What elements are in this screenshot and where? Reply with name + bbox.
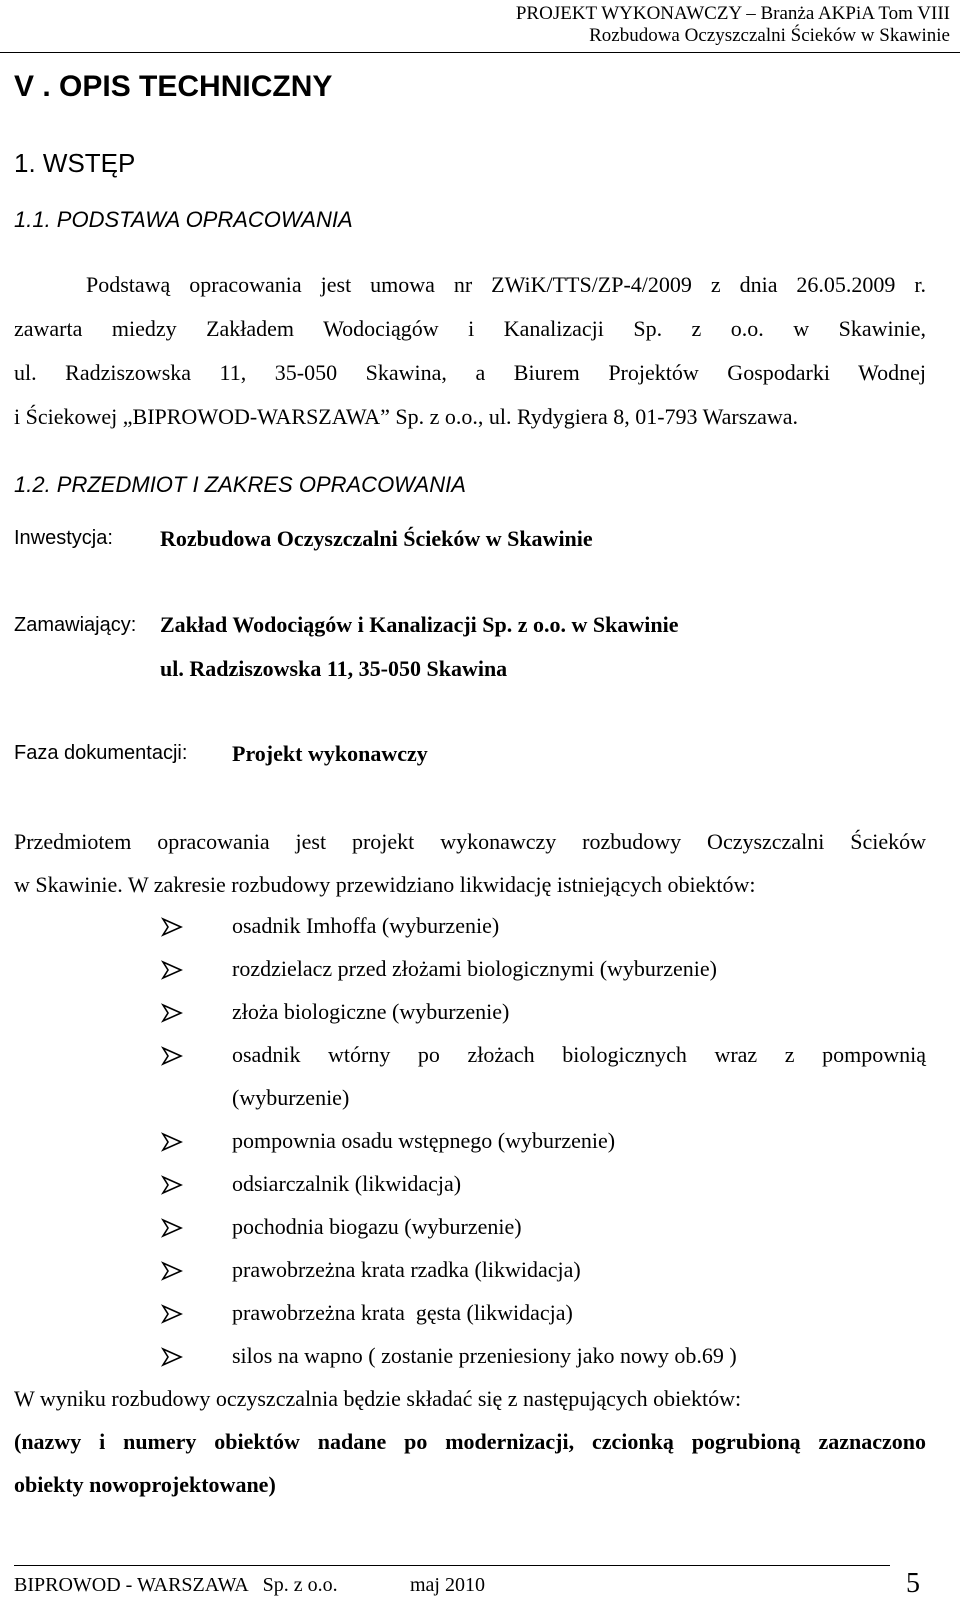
result-paragraph: W wyniku rozbudowy oczyszczalnia będzie składać się z następujących obiektów: [14, 1386, 742, 1411]
heading-introduction: 1. WSTĘP [14, 148, 136, 178]
list-item: pochodnia biogazu (wyburzenie) [232, 1214, 522, 1239]
bullet-arrow-icon [160, 1217, 184, 1239]
footer-divider [14, 1565, 890, 1566]
subject-line-1: Przedmiotem opracowania jest projekt wykonawczy rozbudowy Oczyszczalni Ścieków [14, 829, 926, 854]
list-item: złoża biologiczne (wyburzenie) [232, 999, 510, 1024]
bullet-arrow-icon [160, 1131, 184, 1153]
bullet-arrow-icon [160, 1260, 184, 1282]
phase-label: Faza dokumentacji: [14, 742, 188, 764]
investment-value: Rozbudowa Oczyszczalni Ścieków w Skawinie [160, 526, 593, 551]
list-item: pompownia osadu wstępnego (wyburzenie) [232, 1128, 616, 1153]
basis-line-2: zawarta miedzy Zakładem Wodociągów i Kanalizacji Sp. z o.o. w Skawinie, [14, 316, 926, 341]
header-title-line: Rozbudowa Oczyszczalni Ścieków w Skawinie [589, 25, 950, 46]
footer-company: BIPROWOD - WARSZAWA Sp. z o.o. [14, 1574, 338, 1596]
list-item: osadnik wtórny po złożach biologicznych wraz z pompownią [232, 1042, 926, 1067]
note-line-2: obiekty nowoprojektowane) [14, 1472, 276, 1497]
basis-line-4: i Ściekowej „BIPROWOD-WARSZAWA” Sp. z o.o., ul. Rydygiera 8, 01-793 Warszawa. [14, 404, 798, 429]
client-value-line-1: Zakład Wodociągów i Kanalizacji Sp. z o.o. w Skawinie [160, 612, 679, 637]
bullet-arrow-icon [160, 959, 184, 981]
phase-value: Projekt wykonawczy [232, 741, 428, 766]
subject-line-2: w Skawinie. W zakresie rozbudowy przewidziano likwidację istniejących obiektów: [14, 872, 756, 897]
list-item-continuation: (wyburzenie) [232, 1085, 350, 1110]
list-item: prawobrzeżna krata rzadka (likwidacja) [232, 1257, 581, 1282]
list-item: rozdzielacz przed złożami biologicznymi (wyburzenie) [232, 956, 717, 981]
basis-line-3: ul. Radziszowska 11, 35-050 Skawina, a Biurem Projektów Gospodarki Wodnej [14, 360, 926, 385]
header-divider [0, 52, 960, 53]
page-number: 5 [906, 1568, 920, 1599]
bullet-arrow-icon [160, 1346, 184, 1368]
client-value-line-2: ul. Radziszowska 11, 35-050 Skawina [160, 656, 508, 681]
basis-line-1: Podstawą opracowania jest umowa nr ZWiK/TTS/ZP-4/2009 z dnia 26.05.2009 r. [86, 272, 926, 297]
bullet-arrow-icon [160, 1303, 184, 1325]
investment-label: Inwestycja: [14, 527, 113, 549]
bullet-arrow-icon [160, 916, 184, 938]
client-label: Zamawiający: [14, 614, 137, 636]
list-item: osadnik Imhoffa (wyburzenie) [232, 913, 500, 938]
bullet-arrow-icon [160, 1045, 184, 1067]
footer-date: maj 2010 [410, 1574, 485, 1596]
bullet-arrow-icon [160, 1174, 184, 1196]
heading-scope: 1.2. PRZEDMIOT I ZAKRES OPRACOWANIA [14, 472, 466, 497]
list-item: odsiarczalnik (likwidacja) [232, 1171, 462, 1196]
header-project-line: PROJEKT WYKONAWCZY – Branża AKPiA Tom VIII [515, 3, 950, 24]
list-item: prawobrzeżna krata gęsta (likwidacja) [232, 1300, 573, 1325]
section-title: V . OPIS TECHNICZNY [14, 70, 333, 103]
note-line-1: (nazwy i numery obiektów nadane po modernizacji, czcionką pogrubioną zaznaczono [14, 1429, 926, 1454]
heading-basis: 1.1. PODSTAWA OPRACOWANIA [14, 207, 353, 232]
list-item: silos na wapno ( zostanie przeniesiony jako nowy ob.69 ) [232, 1343, 737, 1368]
bullet-arrow-icon [160, 1002, 184, 1024]
